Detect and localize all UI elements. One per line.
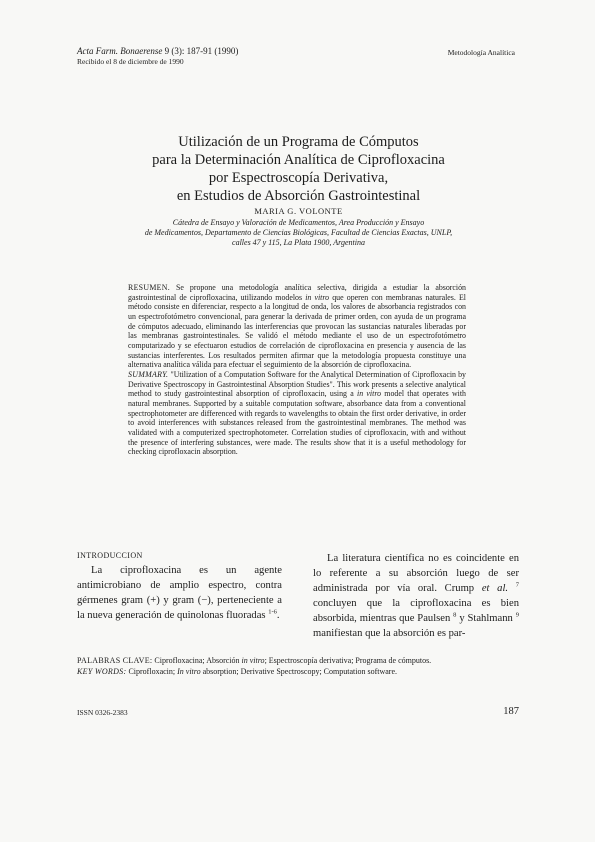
- page-number: 187: [503, 706, 519, 717]
- keywords-english: KEY WORDS: Ciprofloxacin; In vitro absorption; Derivative Spectroscopy; Computation software.: [77, 667, 397, 676]
- intro-paragraph: La ciprofloxacina es un agente antimicrobiano de amplio espectro, contra gérmenes gram (+) y gram (−), perteneciente a la nueva generación de quinolonas fluoradas $^{1-6}$.: [77, 565, 282, 621]
- journal-name: Acta Farm. Bonaerense: [77, 46, 163, 56]
- introduction-column: [77, 551, 282, 623]
- title-line: en Estudios de Absorción Gastrointestinal: [176, 188, 421, 204]
- issn-number: ISSN 0326-2383: [77, 708, 128, 717]
- journal-citation: [77, 46, 238, 56]
- body-paragraph: La literatura científica no es coincidente en lo referente a su absorción luego de ser administrada por vía oral. Crump et al. $^7$ concluyen que la ciprofloxacina es bien absorbida, mientras que Paulsen $^8$ y Stahlmann $^9$ manifiestan que la absorción es par-: [313, 553, 519, 639]
- right-column: [313, 551, 519, 641]
- reference-superscript: 1-6: [268, 608, 277, 616]
- palabras-clave-label: PALABRAS CLAVE:: [77, 656, 153, 665]
- resumen-label: RESUMEN.: [128, 283, 171, 292]
- journal-volume: 9 (3): 187-91 (1990): [164, 46, 239, 56]
- section-heading-introduccion: INTRODUCCION: [77, 551, 143, 560]
- article-title: [80, 133, 517, 205]
- key-words-label: KEY WORDS:: [77, 667, 127, 676]
- abstract-spanish: RESUMEN. Se propone una metodología analítica selectiva, dirigida a estudiar la absorción gastrointestinal de ciprofloxacina, utilizando modelos in vitro que operen con membranas naturales. El método consiste en diferenciar, respecto a la longitud de onda, los valores de absorbancia registrados con un espectrofotómetro convencional, para generar la derivada de primer orden, con ayuda de un programa de cómputos adecuado, eliminando las interferencias que provocan las sustancias naturales liberadas por las membranas gastrointestinales. Se validó el método mediante el uso de un espectrofotómetro computarizado y se efectuaron estudios de correlación de ciprofloxacina en presencia y ausencia de las sustancias interferentes. Los resultados permiten afirmar que la metodología propuesta constituye una alternativa analítica válida para efectuar el seguimiento de la absorción de ciprofloxacina.: [128, 283, 466, 370]
- keywords-spanish: PALABRAS CLAVE: Ciprofloxacina; Absorción in vitro; Espectroscopía derivativa; Programa de cómputos.: [77, 656, 432, 665]
- reference-superscript: 7: [515, 581, 519, 589]
- reference-superscript: 8: [453, 611, 457, 619]
- keywords-block: [77, 656, 519, 678]
- title-line: por Espectroscopía Derivativa,: [208, 170, 389, 186]
- author-affiliation: [80, 218, 517, 248]
- title-line: Utilización de un Programa de Cómputos: [178, 134, 419, 150]
- affiliation-line: calles 47 y 115, La Plata 1900, Argentina: [232, 238, 365, 247]
- affiliation-line: Cátedra de Ensayo y Valoración de Medicamentos, Area Producción y Ensayo: [172, 218, 425, 227]
- abstract: [128, 283, 466, 457]
- author-name: MARIA G. VOLONTE: [254, 206, 343, 216]
- received-date: Recibido el 8 de diciembre de 1990: [77, 57, 184, 66]
- reference-superscript: 9: [515, 611, 519, 619]
- abstract-english: SUMMARY. "Utilization of a Computation Software for the Analytical Determination of Ciprofloxacin by Derivative Spectroscopy in Gastrointestinal Absorption Studies". This work presents a selective analytical method to study gastrointestinal absorption of ciprofloxacin, using a in vitro model that operates with natural membranes. Supported by a suitable computation software, absorbance data from a conventional spectrophotometer are differenced with regards to wavelengths to obtain the first order derivative, in order to avoid interferences with substances released from the gastrointestinal membranes. The method was validated with a computerized spectrophotometer. Correlation studies of ciprofloxacin, with and without the presence of interfering substances, were made. The results show that it is a useful methodology for checking ciprofloxacin absorption.: [128, 369, 466, 457]
- summary-label: SUMMARY.: [128, 369, 169, 379]
- title-line: para la Determinación Analítica de Ciprofloxacina: [152, 152, 445, 168]
- section-label: Metodología Analítica: [447, 48, 515, 57]
- affiliation-line: de Medicamentos, Departamento de Ciencias Biológicas, Facultad de Ciencias Exactas, UNLP,: [144, 228, 453, 237]
